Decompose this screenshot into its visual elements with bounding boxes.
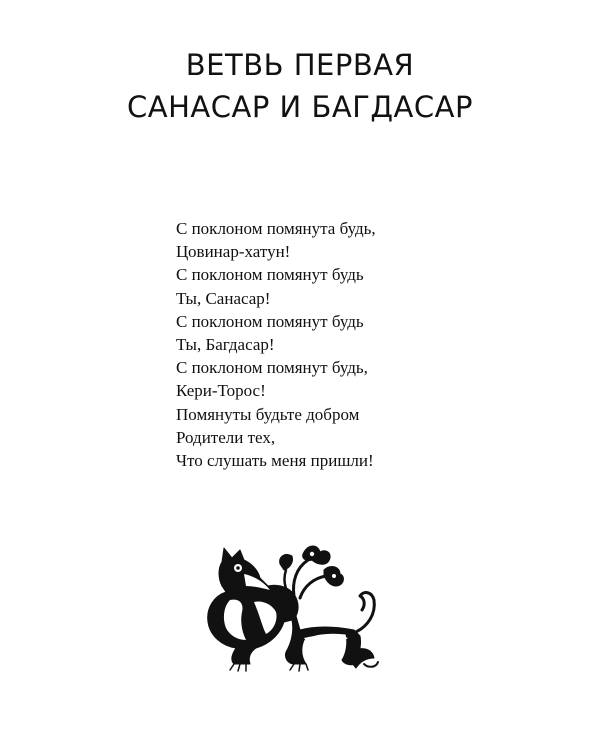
poem-line: С поклоном помянут будь	[176, 311, 364, 331]
poem-line: Кери-Торос!	[176, 381, 266, 401]
chapter-heading	[0, 44, 600, 128]
chapter-title: ВЕТВЬ ПЕРВАЯ	[185, 48, 415, 82]
poem-line: Что слушать меня пришли!	[176, 451, 374, 471]
poem-line: С поклоном помянут будь	[176, 265, 364, 285]
poem-line: Ты, Багдасар!	[176, 335, 275, 355]
dragon-ornament-icon	[196, 534, 406, 674]
poem	[176, 217, 476, 472]
poem-line: Родители тех,	[176, 427, 276, 447]
poem-line: Цовинар-хатун!	[176, 242, 291, 262]
poem-line: Ты, Санасар!	[176, 288, 271, 308]
chapter-subtitle: САНАСАР И БАГДАСАР	[127, 90, 473, 124]
poem-line: С поклоном помянут будь,	[176, 358, 368, 378]
poem-line: С поклоном помянута будь,	[176, 219, 376, 238]
poem-line: Помянуты будьте добром	[176, 404, 360, 424]
